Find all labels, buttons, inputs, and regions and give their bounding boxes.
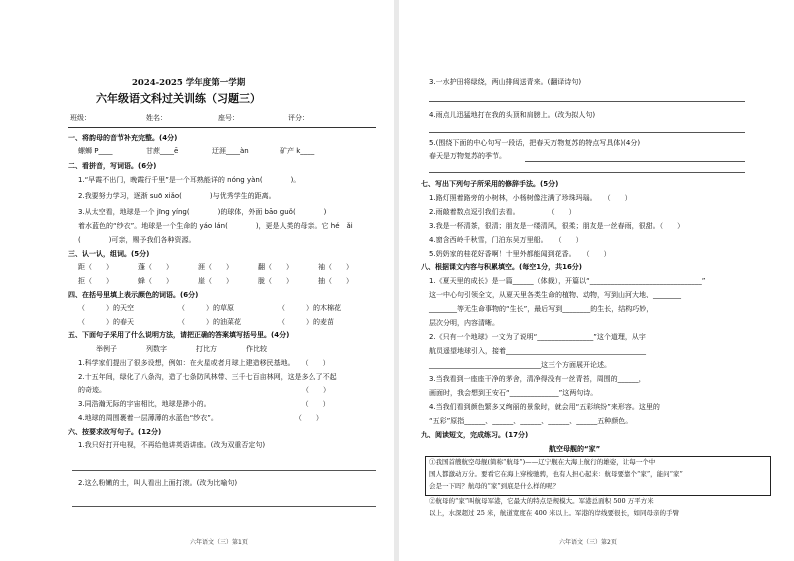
q6-line: 2.这么粉嫩的土，叫人看出上面打滚。(改为比喻句)	[78, 479, 238, 487]
q3-cell: 抽（ ）	[318, 277, 353, 285]
q4-cell: （ ）的春天	[78, 318, 134, 326]
passage-line: ②航母的“家”叫航母军港，它最大的特点是规模大。军港总面积 500 万平方米	[429, 497, 654, 505]
passage-line: 会是一下吗？航母的“家”到底是什么样的呢？	[429, 482, 560, 490]
q4-cell: （ ）的草原	[178, 304, 234, 312]
answer-line	[429, 101, 745, 102]
term-line: 2024-2025 学年度第一学期	[132, 78, 246, 88]
page-left	[0, 0, 394, 561]
q3-cell: 翻（ ）	[258, 263, 293, 271]
q4-cell: （ ）的木棉花	[278, 304, 341, 312]
passage-line: ①我国首艘航空母舰(简称“航母”)——辽宁舰在大海上航行的雄姿，让每一个中	[429, 458, 656, 466]
seat-label: 座号：	[218, 114, 239, 122]
q3-cell: 崖（ ）	[198, 277, 233, 285]
exam-title: 六年级语文科过关训练（习题三）	[96, 92, 261, 105]
q1-heading: 一、将韵母的音节补充完整。(4分)	[68, 134, 178, 142]
answer-line	[429, 132, 745, 133]
q6-line: 5.(围绕下面的中心句写一段话，把春天万物复苏的特点写具体)(4分)	[429, 139, 641, 147]
q9-heading: 九、阅读短文，完成练习。(17分)	[421, 431, 529, 439]
class-label: 班级：	[70, 114, 91, 122]
q4-cell: （ ）的麦苗	[278, 318, 334, 326]
page-footer: 六年语文（三）第2页	[559, 539, 617, 546]
passage-line: 国人都激动万分。要看它在海上穿梭驰骋，也有人担心起来：航母要靠个“家”，能问“家”	[429, 470, 683, 478]
q6-heading: 六、按要求改写句子。(12分)	[68, 428, 162, 436]
q6-line: 4.雨点儿迅猛地打在我的头顶和肩膀上。(改为拟人句)	[429, 111, 596, 119]
q8-line: ________等无生命事物的“生长”，最后写到________的生长，结构巧妙，	[429, 305, 654, 313]
q3-cell: 蜂（ ）	[138, 277, 173, 285]
passage-title: 航空母舰的“家”	[549, 445, 601, 453]
q6-line: 3.一水护田将绿绕，两山排闼送青来。(翻译诗句)	[429, 78, 582, 86]
q6-line: 春天是万物复苏的季节。	[429, 152, 506, 160]
q5-line: 2.十五年间，绿化了八条沟，造了七条防风林带、三千七百亩林网，这是多么了不起	[78, 373, 337, 381]
q3-heading: 三、认一认，组词。(5分)	[68, 250, 150, 258]
passage-line: 以上，水深超过 25 米，航道宽度在 400 米以上。军港的岸线要很长，如同母亲的手臂	[429, 509, 679, 517]
q4-cell: （ ）的天空	[78, 304, 134, 312]
q5-option: 打比方	[196, 345, 217, 353]
q1-item: 甘蔗____ē	[146, 147, 179, 155]
q3-cell: 胧（ ）	[258, 277, 293, 285]
q5-line: 的奇迹。 （ ）	[78, 386, 330, 394]
q8-line: “五彩”原指______、______、______、______、______五种颜色。	[429, 417, 633, 425]
q5-option: 作比较	[246, 345, 267, 353]
q3-cell: 拒（ ）	[78, 277, 113, 285]
q5-option: 举例子	[96, 345, 117, 353]
q7-line: 1.路灯照着路旁的小树林，小杨树像注满了珍珠玛瑙。 （ ）	[429, 194, 632, 202]
q7-line: 5.奶奶家的桂花好香啊！十里外都能闻到花香。 （ ）	[429, 250, 611, 258]
q8-line: 画面时，我会想到王安石“______________”这两句诗。	[429, 389, 598, 397]
q2-line: 3.从太空看，地球是一个 jīng yíng( )的球体，外面 bāo guǒ( )	[78, 208, 327, 216]
q8-line: 3.当我看到一座座干净的茅舍，清净得没有一丝青苔，周围的______，	[429, 375, 646, 383]
q8-line: 层次分明，内容清晰。	[429, 319, 499, 327]
q2-line: ( )可亲，赐予我们各种资源。	[78, 236, 196, 244]
q5-line: 1.科学家们提出了很多设想，例如：在火星或者月球上建造移民基地。 （ ）	[78, 359, 330, 367]
q5-option: 列数字	[146, 345, 167, 353]
q3-cell: 距（ ）	[78, 263, 113, 271]
q2-line: 2.我要努力学习，逐渐 suō xiǎo( )与优秀学生的距离。	[78, 192, 276, 200]
score-label: 评分：	[288, 114, 309, 122]
q8-line: 2.《只有一个地球》一文为了说明“________________”这个道理，从宇	[429, 333, 646, 341]
q2-line: 着水蓝色的“纱衣”。地球是一个生命的 yáo lán( )，更是人类的母亲。它 hé ǎi	[78, 222, 353, 230]
q7-line: 4.窗含西岭千秋雪，门泊东吴万里船。 （ ）	[429, 236, 583, 244]
q1-item: 螺蛳 P____	[78, 147, 113, 155]
page-right	[399, 0, 794, 561]
page-footer: 六年语文（三）第1页	[190, 539, 248, 546]
q1-item: 矿产 k____	[280, 147, 315, 155]
q7-line: 3.我是一杯清茶，很清；朋友是一缕清风，很柔；朋友是一丝春雨，很甜。（ ）	[429, 222, 685, 230]
q2-line: 1.“早霞不出门，晚霞行千里”是一个耳熟能详的 nóng yàn( )。	[78, 176, 301, 184]
answer-line	[525, 161, 745, 162]
q5-line: 4.地球的周围裹着一层薄薄的水蓝色“纱衣”。 （ ）	[78, 414, 323, 422]
q5-line: 3.同浩瀚无际的宇宙相比，地球是渺小的。 （ ）	[78, 400, 330, 408]
q7-heading: 七、写出下列句子所采用的修辞手法。(5分)	[421, 180, 559, 188]
q8-line: 航员遥望地球引入，接着________________________________________	[429, 347, 646, 355]
q5-heading: 五、下面句子采用了什么说明方法，请把正确的答案填写括号里。(4分)	[68, 331, 290, 339]
answer-line	[429, 172, 745, 173]
q4-cell: （ ）的油菜花	[178, 318, 241, 326]
q3-cell: 蓬（ ）	[138, 263, 173, 271]
divider	[68, 127, 376, 128]
q4-heading: 四、在括号里填上表示颜色的词语。(6分)	[68, 291, 199, 299]
q8-line: 4.当我们看到颜色繁多又绚丽的景象时，就会用“五彩缤纷”来形容。这里的	[429, 403, 660, 411]
q8-line: 1.《夏天里的成长》是一篇______（体裁），开篇以“________________________________”	[429, 277, 706, 285]
answer-line	[72, 506, 376, 507]
q7-line: 2.雨敲着数点逗引我们去看。 （ ）	[429, 208, 576, 216]
q3-cell: 涯（ ）	[198, 263, 233, 271]
q8-heading: 八、根据课文内容与积累填空。(每空1分，共16分)	[421, 263, 583, 271]
answer-line	[72, 470, 376, 471]
q2-heading: 二、看拼音，写词语。(6分)	[68, 162, 157, 170]
q8-line: ________________________________这三个方面展开论述。	[429, 361, 611, 369]
q3-cell: 袖（ ）	[318, 263, 353, 271]
q6-line: 1.我只好打开电视，不再给他讲英语讲座。(改为双重否定句)	[78, 441, 266, 449]
name-label: 姓名：	[146, 114, 167, 122]
q8-line: 这一中心句引领全文，从夏天里各类生命的植物、动物，写到山河大地、________	[429, 291, 681, 299]
q1-item: 迂涯____àn	[212, 147, 249, 155]
